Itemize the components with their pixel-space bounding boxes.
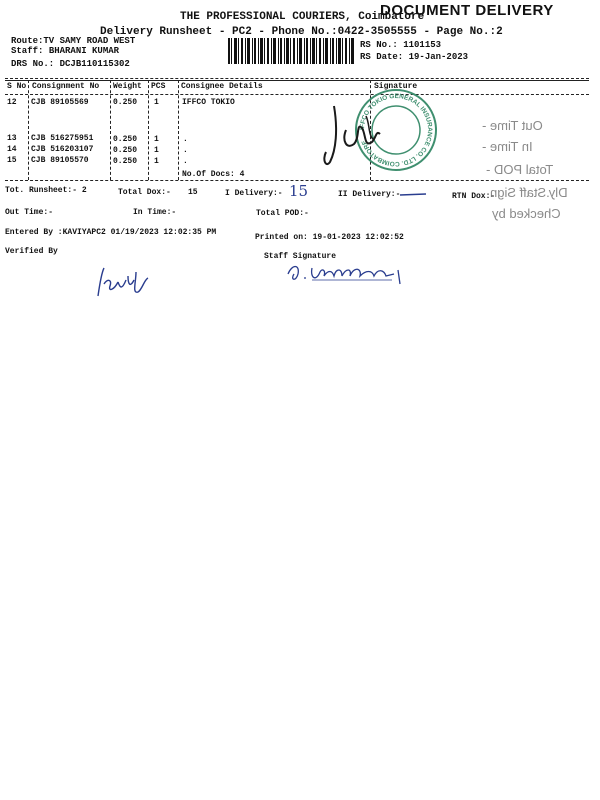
row-sno: 14 xyxy=(7,145,17,154)
i-delivery-label: I Delivery:- xyxy=(225,189,283,198)
row-weight: 0.250 xyxy=(113,157,138,166)
mirror-checked-by: Checked by xyxy=(492,206,561,221)
col-header-weight: Weight xyxy=(113,82,142,91)
company-name: THE PROFESSIONAL COURIERS, Coimbatore xyxy=(180,11,425,23)
row-consignment-no: CJB 89105569 xyxy=(31,98,89,107)
row-consignee: . xyxy=(183,157,188,166)
row-pcs: 1 xyxy=(154,135,159,144)
row-sno: 15 xyxy=(7,156,17,165)
col-divider xyxy=(28,80,29,180)
table-bottom-rule xyxy=(5,180,589,181)
row-sno: 12 xyxy=(7,98,17,107)
row-pcs: 1 xyxy=(154,146,159,155)
mirror-in-time: In Time - xyxy=(482,139,533,154)
runsheet-title: Delivery Runsheet - PC2 - Phone No.:0422-3505555 - Page No.:2 xyxy=(100,26,503,38)
rtn-dox: RTN Dox:- xyxy=(452,192,496,201)
row-weight: 0.250 xyxy=(113,146,138,155)
rs-date-label: RS Date: xyxy=(360,52,404,62)
rs-no-label: RS No.: xyxy=(360,40,398,50)
total-dox-value: 15 xyxy=(188,188,198,197)
mirror-staff-sign: Dly.Staff Sign xyxy=(490,185,568,200)
printed-on: Printed on: 19-01-2023 12:02:52 xyxy=(255,233,404,242)
col-header-signature: Signature xyxy=(374,82,418,91)
staff-label: Staff: xyxy=(11,46,44,56)
no-of-docs: No.Of Docs: 4 xyxy=(182,170,245,179)
staff-value: BHARANI KUMAR xyxy=(48,46,120,56)
mirror-total-pod: Total POD - xyxy=(486,162,554,177)
drs-value: DCJB110115302 xyxy=(59,59,130,69)
ii-delivery: II Delivery:- xyxy=(338,190,401,199)
in-time: In Time:- xyxy=(133,208,177,217)
drs-label: DRS No.: xyxy=(11,59,55,69)
row-sno: 13 xyxy=(7,134,17,143)
barcode-image xyxy=(228,38,356,64)
col-header-consignment: Consignment No xyxy=(32,82,100,91)
document-delivery-stamp: DOCUMENT DELIVERY xyxy=(380,2,554,19)
col-header-sno: S No xyxy=(7,82,27,91)
row-consignment-no: CJB 89105570 xyxy=(31,156,89,165)
row-consignment-no: CJB 516275951 xyxy=(31,134,94,143)
row-consignee: IFFCO TOKIO xyxy=(182,98,235,107)
ii-delivery-dash xyxy=(398,192,428,198)
route-value: TV SAMY ROAD WEST xyxy=(43,36,136,46)
out-time: Out Time:- xyxy=(5,208,54,217)
row-consignee: . xyxy=(183,146,188,155)
row-pcs: 1 xyxy=(154,157,159,166)
verified-by: Verified By xyxy=(5,247,58,256)
route-label: Route: xyxy=(11,36,44,46)
rs-no-value: 1101153 xyxy=(403,40,442,50)
mirror-out-time: Out Time - xyxy=(482,118,543,133)
table-top-rule xyxy=(5,78,589,79)
staff-signature-label: Staff Signature xyxy=(264,252,337,261)
col-divider xyxy=(178,80,179,180)
total-pod: Total POD:- xyxy=(256,209,309,218)
row-consignment-no: CJB 516203107 xyxy=(31,145,94,154)
row-consignee: . xyxy=(183,135,188,144)
verified-by-signature xyxy=(92,262,162,302)
consignee-signature xyxy=(316,100,396,172)
rs-date-line xyxy=(360,52,468,62)
col-divider xyxy=(148,80,149,180)
row-weight: 0.250 xyxy=(113,135,138,144)
col-divider xyxy=(110,80,111,180)
total-dox-label: Total Dox:- xyxy=(118,188,171,197)
staff-line xyxy=(11,46,119,56)
route-line xyxy=(11,36,135,46)
drs-line xyxy=(11,59,130,69)
staff-signature xyxy=(282,258,422,288)
table-header-rule xyxy=(5,94,589,95)
i-delivery-handwritten: 15 xyxy=(289,182,309,200)
col-header-consignee: Consignee Details xyxy=(181,82,263,91)
table-top-rule-2 xyxy=(5,80,589,81)
row-pcs: 1 xyxy=(154,98,159,107)
row-weight: 0.250 xyxy=(113,98,138,107)
seal-text: IFFCO TOKIO GENERAL INSURANCE CO. LTD. COIMBATORE xyxy=(358,92,434,168)
rs-date-value: 19-Jan-2023 xyxy=(408,52,469,62)
rs-no-line xyxy=(360,40,441,50)
entered-by: Entered By :KAVIYAPC2 01/19/2023 12:02:35 PM xyxy=(5,228,217,237)
total-runsheet: Tot. Runsheet:- 2 xyxy=(5,186,87,195)
col-header-pcs: PCS xyxy=(151,82,166,91)
